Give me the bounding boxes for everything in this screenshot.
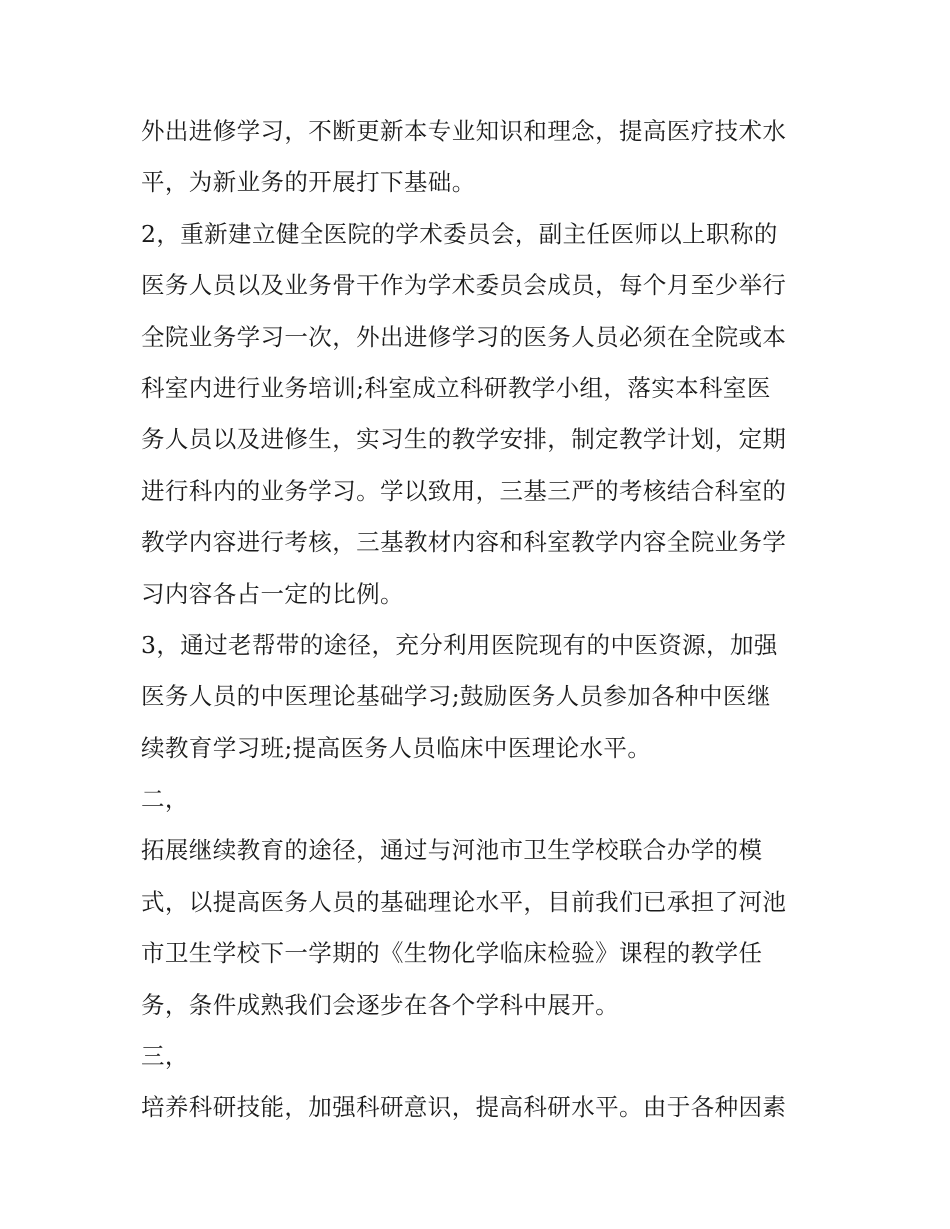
text-line: 习内容各占一定的比例。: [141, 579, 404, 608]
text-line: 平，为新业务的开展打下基础。: [141, 168, 476, 197]
text-line: 医务人员的中医理论基础学习;鼓励医务人员参加各种中医继: [141, 682, 771, 711]
text-line: 市卫生学校下一学期的《生物化学临床检验》课程的教学任: [141, 939, 763, 968]
section-heading: 二，: [141, 785, 189, 814]
text-line: 续教育学习班;提高医务人员临床中医理论水平。: [141, 733, 652, 762]
text-line: 全院业务学习一次，外出进修学习的医务人员必须在全院或本: [141, 322, 787, 351]
document-body: [141, 106, 821, 1134]
text-line: 2，重新建立健全医院的学术委员会，副主任医师以上职称的: [141, 219, 778, 248]
text-line: 式，以提高医务人员的基础理论水平，目前我们已承担了河池: [141, 887, 787, 916]
text-line: 外出进修学习，不断更新本专业知识和理念，提高医疗技术水: [141, 117, 787, 145]
text-line: 务，条件成熟我们会逐步在各个学科中展开。: [141, 990, 619, 1019]
text-line: 3，通过老帮带的途径，充分利用医院现有的中医资源，加强: [141, 630, 778, 659]
text-line: 拓展继续教育的途径，通过与河池市卫生学校联合办学的模: [141, 836, 763, 865]
text-line: 培养科研技能，加强科研意识，提高科研水平。由于各种因素: [141, 1093, 787, 1122]
text-line: 务人员以及进修生，实习生的教学安排，制定教学计划，定期: [141, 425, 787, 454]
text-line: 医务人员以及业务骨干作为学术委员会成员，每个月至少举行: [141, 271, 787, 300]
text-line: 教学内容进行考核，三基教材内容和科室教学内容全院业务学: [141, 528, 787, 557]
text-line: 科室内进行业务培训;科室成立科研教学小组，落实本科室医: [141, 373, 771, 402]
text-line: 进行科内的业务学习。学以致用，三基三严的考核结合科室的: [141, 476, 787, 505]
section-heading: 三，: [141, 1042, 189, 1071]
